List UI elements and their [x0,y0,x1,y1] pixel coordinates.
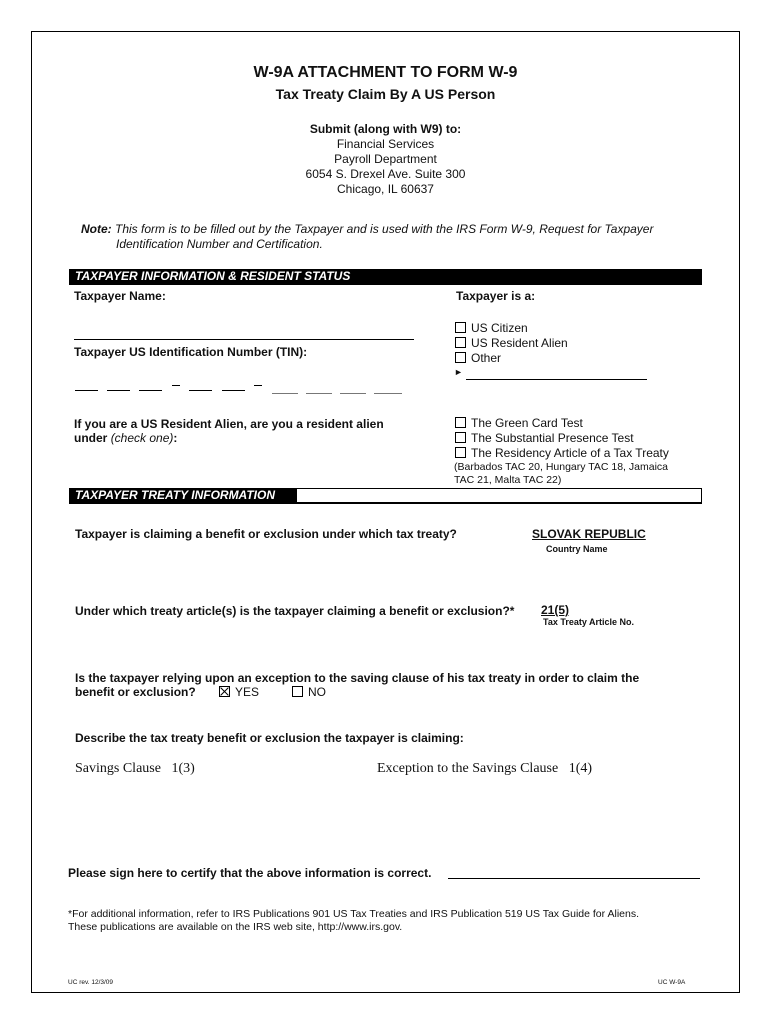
tests-note: (Barbados TAC 20, Hungary TAC 18, Jamaica [454,461,668,473]
describe-question: Describe the tax treaty benefit or exclusion the taxpayer is claiming: [75,731,464,745]
note-line-2: Identification Number and Certification. [116,237,323,251]
note-line-1: Note: This form is to be filled out by the Taxpayer and is used with the IRS Form W-9, Request for Taxpayer [81,222,654,236]
checkbox-icon[interactable] [292,686,303,697]
resident-question: If you are a US Resident Alien, are you a resident alien [74,417,384,431]
taxpayer-name-field[interactable] [74,339,414,340]
form-code: UC W-9A [658,979,686,986]
saving-clause-question: Is the taxpayer relying upon an exception to the saving clause of his tax treaty in order to claim the [75,671,640,685]
signature-field[interactable] [448,878,700,879]
arrow-icon: ► [454,367,463,377]
form-subtitle: Tax Treaty Claim By A US Person [275,86,496,102]
revision-label: UC rev. 12/3/09 [68,979,114,986]
article-caption: Tax Treaty Article No. [543,617,635,627]
test-option-green-card[interactable]: The Green Card Test [455,416,583,430]
treaty-question: Taxpayer is claiming a benefit or exclusion under which tax treaty? [75,527,457,541]
signature-label: Please sign here to certify that the above information is correct. [68,866,432,880]
checked-checkbox-icon[interactable] [219,686,230,697]
checkbox-icon[interactable] [455,352,466,363]
form-title: W-9A ATTACHMENT TO FORM W-9 [253,64,518,81]
article-value[interactable]: 21(5) [541,603,570,617]
taxpayer-name-label: Taxpayer Name: [74,289,166,303]
checkbox-icon[interactable] [455,322,466,333]
country-caption: Country Name [546,544,608,554]
test-option-residency-article[interactable]: The Residency Article of a Tax Treaty [455,446,669,460]
resident-question-2: under (check one): [74,431,178,445]
section-heading: TAXPAYER TREATY INFORMATION [69,488,297,503]
note-label: Note: [81,222,112,236]
taxpayer-is-label: Taxpayer is a: [456,289,536,303]
checkbox-icon[interactable] [455,337,466,348]
tests-note: TAC 21, Malta TAC 22) [454,474,562,486]
footnote: These publications are available on the IRS web site, http://www.irs.gov. [68,921,403,933]
address-line: Chicago, IL 60637 [337,182,434,196]
test-option-substantial-presence[interactable]: The Substantial Presence Test [455,431,634,445]
describe-value-left[interactable]: Savings Clause 1(3) [75,761,195,776]
address-line: Payroll Department [334,152,437,166]
address-line: 6054 S. Drexel Ave. Suite 300 [305,167,466,181]
section-heading-bar [296,488,702,502]
yes-option[interactable]: YES [219,685,259,699]
footnote: *For additional information, refer to IRS Publications 901 US Tax Treaties and IRS Publication 519 US Tax Guide for Aliens. [68,908,639,920]
status-option-us-citizen[interactable]: US Citizen [455,321,528,335]
country-value[interactable]: SLOVAK REPUBLIC [532,527,646,541]
status-option-resident-alien[interactable]: US Resident Alien [455,336,568,350]
checkbox-icon[interactable] [455,417,466,428]
checkbox-icon[interactable] [455,432,466,443]
section-heading: TAXPAYER INFORMATION & RESIDENT STATUS [69,269,374,284]
checkbox-icon[interactable] [455,447,466,458]
address-line: Financial Services [336,137,435,151]
status-option-other[interactable]: Other [455,351,501,365]
article-question: Under which treaty article(s) is the taxpayer claiming a benefit or exclusion?* [75,604,515,618]
other-status-field[interactable] [466,379,647,380]
tin-label: Taxpayer US Identification Number (TIN): [74,345,308,359]
describe-value-right[interactable]: Exception to the Savings Clause 1(4) [377,761,593,776]
saving-clause-question-2: benefit or exclusion? [75,685,196,699]
submit-label: Submit (along with W9) to: [309,122,462,136]
no-option[interactable]: NO [292,685,326,699]
